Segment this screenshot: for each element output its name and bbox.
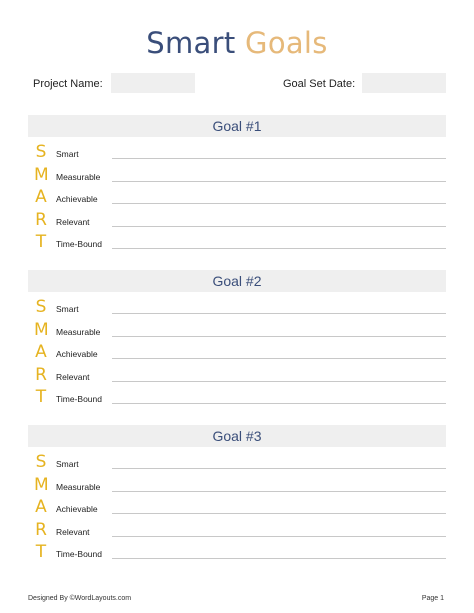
goal-1-line-relevant[interactable] [112,226,446,227]
goal-1-label-measurable: Measurable [56,172,101,182]
goal-1-smart-letters [34,141,48,254]
letter-t: T [35,232,47,252]
goal-1-label-achievable: Achievable [56,194,98,204]
goal-2-header: Goal #2 [28,270,446,292]
goal-1-line-measurable[interactable] [112,181,446,182]
project-name-label: Project Name: [33,78,103,90]
goal-3-header: Goal #3 [28,425,446,447]
goal-2-smart-letters [34,296,48,409]
goal-3-line-measurable[interactable] [112,491,446,492]
goal-set-date-field[interactable] [362,73,446,93]
goal-2-line-smart[interactable] [112,313,446,314]
letter-r: R [35,364,47,385]
goal-1-header: Goal #1 [28,115,446,137]
title-word-smart: Smart [146,26,236,60]
footer-page-number: Page 1 [421,595,444,602]
letter-m: M [34,474,49,495]
goal-2-label-achievable: Achievable [56,349,98,359]
letter-t: T [35,542,47,562]
goal-1-label-time-bound: Time-Bound [56,239,102,249]
goal-2-label-smart: Smart [56,304,79,314]
letter-r: R [35,519,47,540]
goal-1-line-time-bound[interactable] [112,248,446,249]
goal-3-label-relevant: Relevant [56,527,90,537]
letter-a: A [35,497,47,517]
letter-a: A [35,187,47,207]
goal-1-line-achievable[interactable] [112,203,446,204]
goal-3-line-relevant[interactable] [112,536,446,537]
goal-2-label-measurable: Measurable [56,327,101,337]
goal-set-date-label: Goal Set Date: [283,78,356,90]
goal-2-line-time-bound[interactable] [112,403,446,404]
letter-s: S [35,297,47,317]
goal-1-label-smart: Smart [56,149,79,159]
goal-3-smart-letters [34,451,48,564]
goal-2-line-relevant[interactable] [112,381,446,382]
goal-3-label-achievable: Achievable [56,504,98,514]
goal-1-line-smart[interactable] [112,158,446,159]
goal-3-label-smart: Smart [56,459,79,469]
goal-2-label-relevant: Relevant [56,372,90,382]
footer-credit: Designed By ©WordLayouts.com [28,595,132,602]
page-title [0,26,474,60]
letter-a: A [35,342,47,362]
goal-3-label-measurable: Measurable [56,482,101,492]
goal-2-label-time-bound: Time-Bound [56,394,102,404]
goal-1-label-relevant: Relevant [56,217,90,227]
goal-3-line-time-bound[interactable] [112,558,446,559]
letter-m: M [34,319,49,340]
goal-3-label-time-bound: Time-Bound [56,549,102,559]
title-word-goals: Goals [245,26,328,60]
letter-r: R [35,209,47,230]
goal-2-line-achievable[interactable] [112,358,446,359]
goal-3-line-smart[interactable] [112,468,446,469]
project-name-field[interactable] [111,73,195,93]
goal-3-line-achievable[interactable] [112,513,446,514]
letter-s: S [35,142,47,162]
letter-t: T [35,387,47,407]
letter-m: M [34,164,49,185]
goal-2-line-measurable[interactable] [112,336,446,337]
letter-s: S [35,452,47,472]
